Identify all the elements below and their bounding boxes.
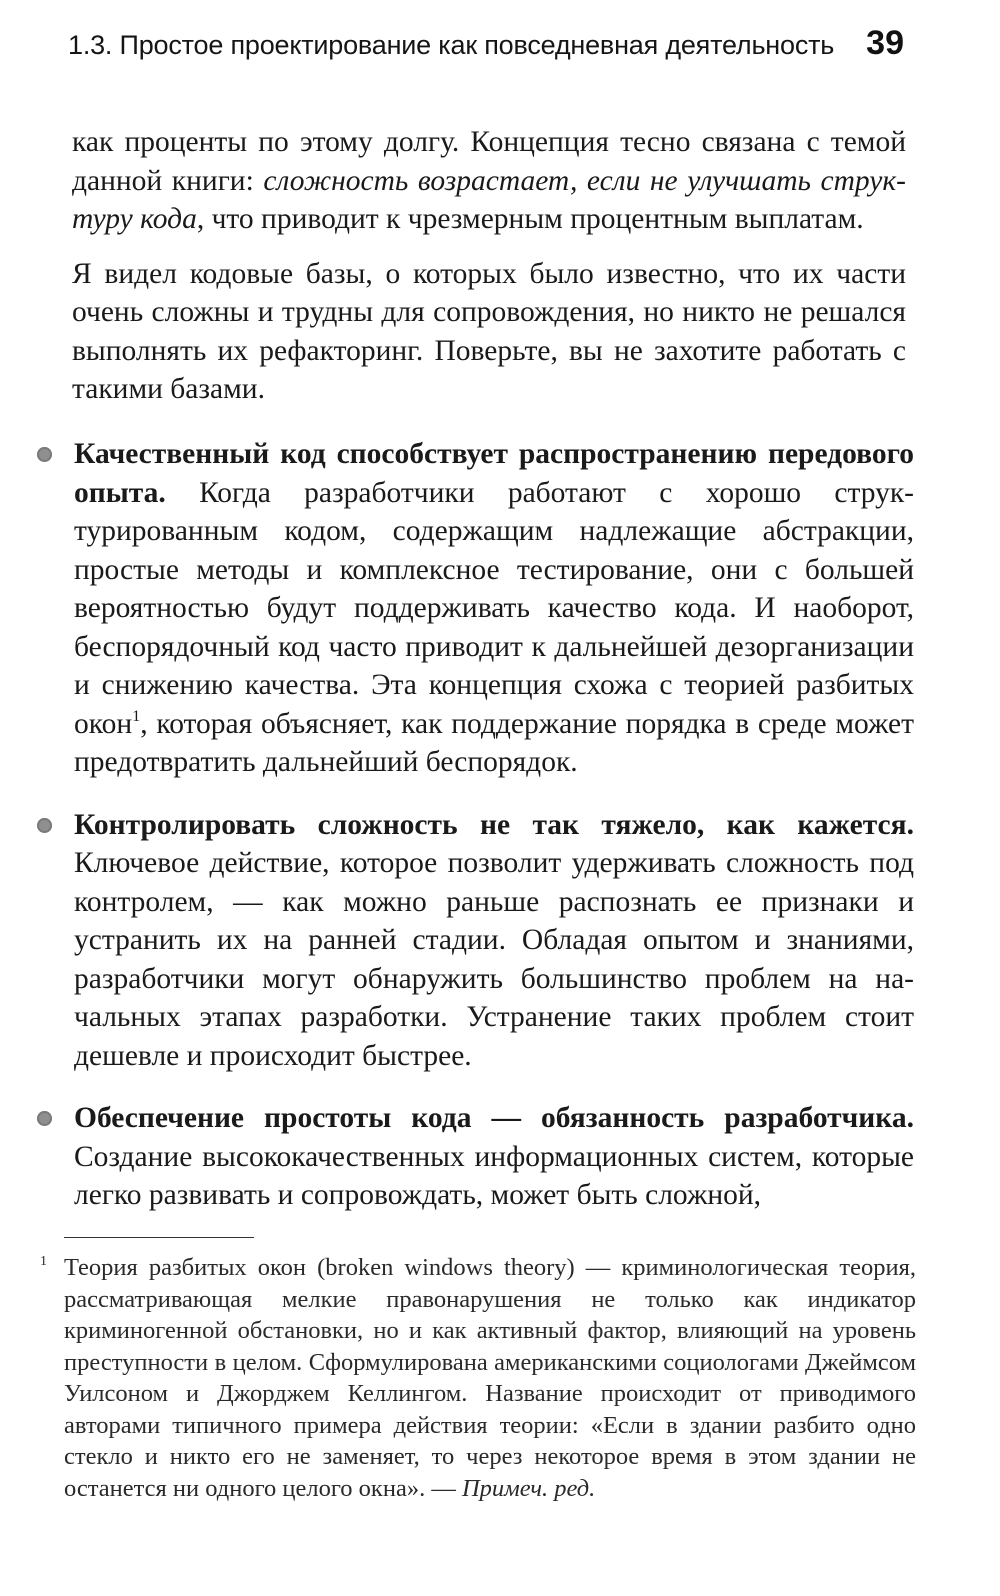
footnote-credit: Примеч. ред.: [461, 1474, 596, 1502]
footnote-reference: 1: [132, 706, 141, 725]
paragraph-1-start: как проценты по этому долгу. Концепция тесно связана с темой данной книги:: [72, 126, 906, 197]
footnote-marker: 1: [40, 1254, 47, 1269]
bullet-icon: [37, 1111, 52, 1126]
bullet-text: Создание высококачественных информационных систем, которые легко развивать и сопровождать, может быть сложной,: [74, 1140, 914, 1211]
bullet-heading: Контролировать сложность не так тяжело, как кажется.: [74, 808, 914, 841]
chapter-title: 1.3. Простое проектирование как повседневная деятельность: [68, 30, 835, 60]
footnote: [40, 1252, 916, 1504]
bullet-icon: [37, 818, 52, 833]
list-item: [34, 1099, 914, 1215]
bullet-heading: Качественный код способствует распространению передового опыта.: [74, 438, 914, 509]
paragraph-1-end: , что приводит к чрезмерным процентным выплатам.: [196, 203, 864, 235]
page-number: 39: [866, 24, 904, 62]
footnote-divider: [64, 1237, 254, 1238]
footnote-body: [64, 1252, 916, 1504]
intro-text: [72, 123, 906, 425]
paragraph-2: Я видел кодовые базы, о которых было известно, что их части очень сложны и трудны для сопровождения, но никто не решался выполнять их рефакторинг. Поверьте, вы не захотите работать с такими базами.: [72, 257, 906, 405]
list-item: [34, 435, 914, 782]
bullet-heading: Обеспечение простоты кода — обязанность разработчика.: [74, 1102, 914, 1134]
list-item: [34, 806, 914, 1076]
running-header: [68, 24, 904, 70]
bullet-text-continued: , которая объясняет, как поддержание порядка в среде может предотвратить дальнейший беспорядок.: [74, 707, 914, 778]
bullet-text: Когда разработчики работают с хорошо структурированным кодом, содержащим надлежащие абстракции, простые методы и комплексное тестирование, они с большей вероятностью будут поддерживать качество кода. И наоборот, беспорядочный код часто приводит к дальнейшей дезорганизации и снижению качества. Эта концепция схожа с теорией разбитых окон: [74, 476, 914, 740]
bullet-icon: [37, 447, 52, 462]
paragraph-1: [72, 123, 906, 239]
bullet-text: Ключевое действие, которое позволит удерживать сложность под контролем, — как можно раньше распознать ее признаки и устранить их на ранней стадии. Обладая опытом и знаниями, разработчики могут обнаружить большинство проблем на начальных этапах разработки. Устранение таких проблем стоит дешевле и происходит быстрее.: [74, 847, 914, 1072]
bullet-list: [34, 435, 914, 1239]
footnote-text: Теория разбитых окон (broken windows theory) — криминологическая теория, рассматривающая мелкие правонарушения не только как индикатор криминогенной обстановки, но и как активный фактор, влияющий на уровень преступности в целом. Сформулирована американскими социологами Джеймсом Уилсоном и Джорджем Келлингом. Название происходит от приводимого авторами типичного примера действия теории: «Если в здании разбито одно стекло и никто его не заменяет, то через некоторое время в этом здании не останется ни одного целого окна». —: [64, 1254, 916, 1502]
paragraph-1-emphasis: сложность возрастает, если не улучшать структуру кода: [72, 164, 906, 235]
